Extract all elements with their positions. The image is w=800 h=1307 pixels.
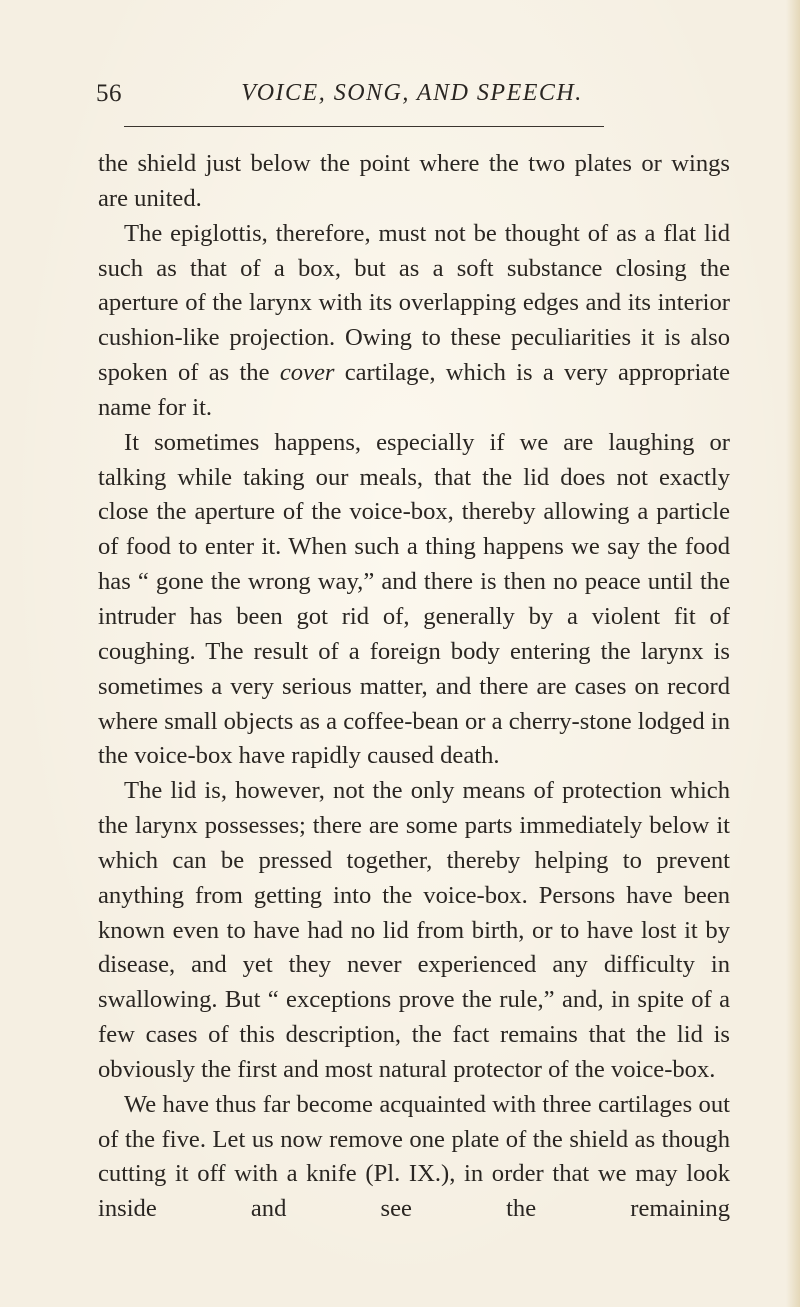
page-header — [96, 80, 728, 114]
paragraph-1-text: the shield just below the point where the two plates or wings are united. — [98, 150, 730, 212]
paragraph-2-text-a: The epiglottis, therefore, must not be thought of as a flat lid such as that of a box, but as a soft substance closing the aperture of the larynx with its overlapping edges and its interior cushion-like projection. Owing to these peculiarities it is also spoken of as the — [98, 219, 730, 387]
paragraph-2-emphasis: cover — [279, 359, 335, 387]
paragraph-4-text: The lid is, however, not the only means of protection which the larynx possesses; there are some parts immediately below it which can be pressed together, thereby helping to prevent anything from getting into the voice-box. Persons have been known even to have had no lid from birth, or to have lost it by disease, and yet they never experienced any difficulty in swallowing. But “ exceptions prove the rule,” and, in spite of a few cases of this description, the fact remains that the lid is obviously the first and most natural protector of the voice-box. — [98, 777, 730, 1083]
paragraph-2-text-b: cartilage, which is a very appropriate name for it. — [98, 359, 730, 421]
page-edge-shadow — [786, 0, 800, 1307]
paragraph-1 — [98, 147, 730, 217]
paragraph-3 — [98, 426, 730, 774]
page-number: 56 — [96, 80, 122, 107]
body-text — [98, 147, 730, 1227]
running-title: VOICE, SONG, AND SPEECH. — [241, 80, 583, 106]
header-rule — [124, 126, 604, 127]
paragraph-5-text: We have thus far become acquainted with three cartilages out of the five. Let us now remove one plate of the shield as though cutting it off with a knife (Pl. IX.), in order that we may look inside and see the remaining — [98, 1090, 730, 1223]
paragraph-2 — [98, 217, 730, 426]
paragraph-5 — [98, 1088, 730, 1227]
paragraph-4 — [98, 774, 730, 1088]
paragraph-3-text: It sometimes happens, especially if we are laughing or talking while taking our meals, that the lid does not exactly close the aperture of the voice-box, thereby allowing a particle of food to enter it. When such a thing happens we say the food has “ gone the wrong way,” and there is then no peace until the intruder has been got rid of, generally by a violent fit of coughing. The result of a foreign body entering the larynx is sometimes a very serious matter, and there are cases on record where small objects as a coffee-bean or a cherry-stone lodged in the voice-box have rapidly caused death. — [98, 428, 730, 770]
